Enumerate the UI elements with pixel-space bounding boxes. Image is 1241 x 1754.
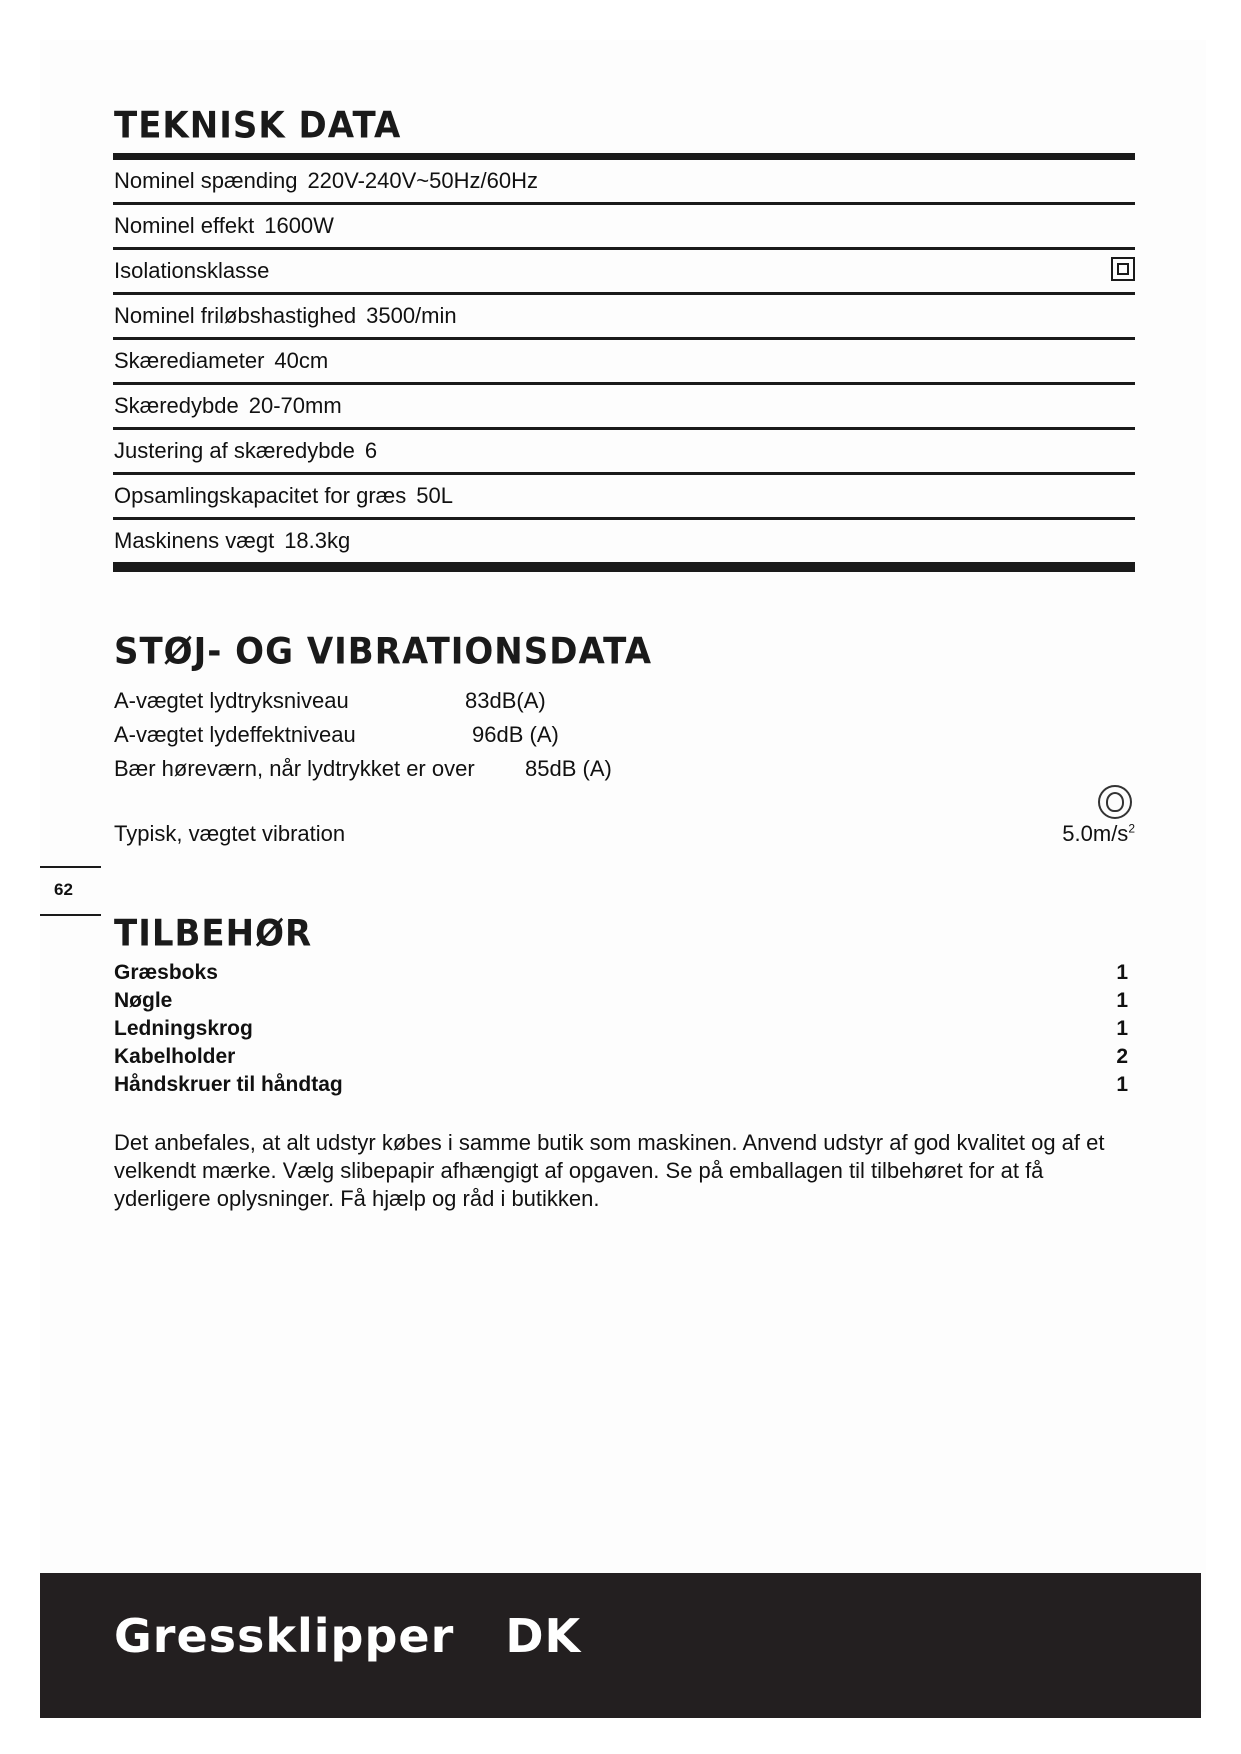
spec-row-power	[113, 205, 1135, 250]
accessory-name: Ledningskrog	[114, 1017, 253, 1040]
accessory-item	[114, 1015, 1128, 1043]
accessory-qty: 1	[1116, 961, 1128, 984]
spec-value: 220V-240V~50Hz/60Hz	[307, 168, 538, 193]
technical-data-heading: TEKNISK DATA	[114, 104, 402, 148]
page-number-tab	[40, 866, 101, 916]
spec-value: 50L	[416, 483, 453, 508]
noise-label: Bær høreværn, når lydtrykket er over	[114, 756, 475, 781]
spec-row-cutting-depth	[113, 385, 1135, 430]
spec-label: Opsamlingskapacitet for græs	[114, 483, 407, 508]
noise-value: 85dB (A)	[525, 756, 612, 781]
table-bottom-rule	[113, 565, 1135, 572]
noise-label: A-vægtet lydtryksniveau	[114, 688, 349, 713]
accessory-qty: 2	[1116, 1045, 1128, 1068]
spec-label: Nominel effekt	[114, 213, 255, 238]
spec-row-weight	[113, 520, 1135, 565]
accessory-qty: 1	[1116, 1017, 1128, 1040]
ear-protection-icon	[1098, 785, 1132, 819]
spec-value: 18.3kg	[284, 528, 351, 553]
table-top-rule	[113, 153, 1135, 160]
vibration-number: 5.0m/s	[1062, 821, 1129, 846]
footer-title	[114, 1609, 581, 1663]
spec-label: Isolationsklasse	[114, 258, 270, 283]
spec-label: Nominel friløbshastighed	[114, 303, 357, 328]
spec-row-grass-capacity	[113, 475, 1135, 520]
spec-row-speed	[113, 295, 1135, 340]
accessory-item	[114, 1043, 1128, 1071]
accessories-note: Det anbefales, at alt udstyr købes i samme butik som maskinen. Anvend udstyr af god kvalitet og af et velkendt mærke. Vælg slibepapir afhængigt af opgaven. Se på emballagen til tilbehøret for at få yderligere oplysninger. Få hjælp og råd i butikken.	[114, 1130, 1105, 1211]
accessory-item	[114, 987, 1128, 1015]
accessory-name: Nøgle	[114, 989, 173, 1012]
noise-vibration-heading: STØJ- OG VIBRATIONSDATA	[114, 630, 653, 674]
noise-row	[114, 684, 612, 718]
spec-label: Skærediameter	[114, 348, 265, 373]
accessory-qty: 1	[1116, 989, 1128, 1012]
spec-label: Maskinens vægt	[114, 528, 275, 553]
spec-value: 20-70mm	[248, 393, 342, 418]
accessories-heading: TILBEHØR	[114, 912, 313, 956]
noise-value: 83dB(A)	[465, 688, 546, 713]
accessory-item	[114, 1071, 1128, 1099]
spec-row-cutting-diameter	[113, 340, 1135, 385]
vibration-exponent: 2	[1128, 821, 1135, 836]
noise-row	[114, 752, 612, 786]
footer-product: Gressklipper	[114, 1609, 455, 1663]
spec-label: Nominel spænding	[114, 168, 298, 193]
accessory-name: Håndskruer til håndtag	[114, 1073, 343, 1096]
page-number: 62	[54, 880, 73, 899]
spec-row-insulation	[113, 250, 1135, 295]
accessory-item	[114, 959, 1128, 987]
spec-row-voltage	[113, 160, 1135, 205]
accessory-name: Græsboks	[114, 961, 218, 984]
spec-value: 40cm	[274, 348, 329, 373]
noise-data	[114, 684, 612, 786]
double-insulation-icon	[1111, 257, 1135, 281]
technical-data-table	[113, 153, 1135, 572]
spec-value: 1600W	[264, 213, 334, 238]
noise-value: 96dB (A)	[472, 722, 559, 747]
noise-row	[114, 718, 612, 752]
noise-label: A-vægtet lydeffektniveau	[114, 722, 356, 747]
accessory-name: Kabelholder	[114, 1045, 236, 1068]
spec-label: Justering af skæredybde	[114, 438, 355, 463]
vibration-label: Typisk, vægtet vibration	[114, 821, 346, 846]
spec-value: 3500/min	[366, 303, 457, 328]
accessory-qty: 1	[1116, 1073, 1128, 1096]
spec-value: 6	[364, 438, 378, 463]
spec-row-depth-adjustment	[113, 430, 1135, 475]
footer-language: DK	[505, 1609, 582, 1663]
vibration-value	[1062, 821, 1135, 847]
accessories-list	[114, 959, 1128, 1099]
footer-band	[40, 1573, 1201, 1718]
spec-label: Skæredybde	[114, 393, 239, 418]
